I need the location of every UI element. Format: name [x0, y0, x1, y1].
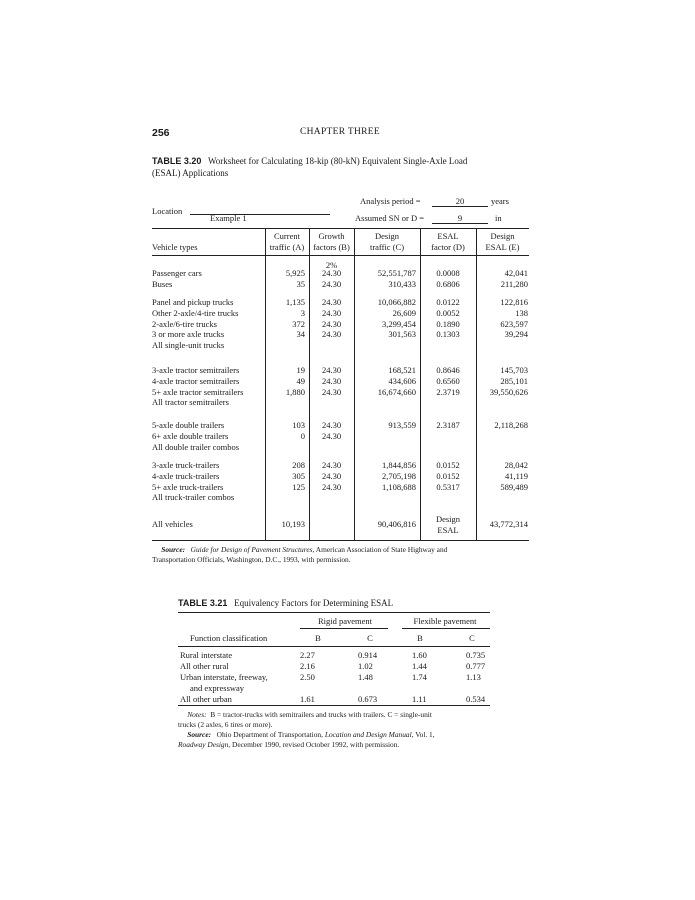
sn-value: 9: [432, 213, 488, 224]
cell-esal: 39,294: [504, 329, 528, 340]
cell-factor: 0.0008: [436, 268, 460, 278]
col-header-design-traffic: Design traffic (C): [369, 231, 405, 252]
cell-growth: 24.30: [321, 470, 342, 481]
table-label: TABLE 3.20: [152, 156, 202, 166]
cell-current: 49: [296, 375, 305, 386]
cell-type: All single-unit trucks: [152, 340, 225, 351]
cell-factor: 0.1303: [436, 329, 460, 340]
page-number: 256: [152, 127, 170, 139]
flexible-rule: [402, 628, 490, 629]
cell-factor: 0.6806: [436, 278, 460, 289]
function-name: Rural interstate: [180, 650, 233, 660]
factor-rc: 0.673: [358, 694, 378, 704]
factor-fb: 1.44: [412, 661, 427, 671]
cell-growth: 24.30: [321, 430, 342, 441]
cell-esal: 42,041: [504, 268, 528, 278]
cell-current: 34: [296, 329, 305, 340]
cell-type: 6+ axle double trailers: [152, 430, 229, 441]
location-label: Location: [152, 206, 183, 216]
factor-rb: 2.27: [300, 650, 315, 660]
factor-rb: 1.61: [300, 694, 315, 704]
cell-growth: 24.30: [321, 420, 342, 430]
cell-current: 35: [296, 278, 305, 289]
cell-type: All truck-trailer combos: [152, 492, 235, 503]
cell-type: Other 2-axle/4-tire trucks: [152, 307, 239, 318]
cell-growth: 24.30: [321, 375, 342, 386]
rigid-rule: [300, 628, 388, 629]
cell-current: 305: [292, 470, 305, 481]
cell-type: All double trailer combos: [152, 441, 240, 452]
cell-esal: 211,280: [500, 278, 528, 289]
table-3-20-source: Source: Guide for Design of Pavement Structures, American Association of State Highway and Transportation Officials, Washington, D.C., 1993, with permission.: [152, 545, 448, 564]
cell-current: 3: [300, 307, 305, 318]
analysis-period-value: 20: [432, 196, 488, 207]
cell-current: 1,135: [285, 297, 305, 307]
chapter-heading: CHAPTER THREE: [300, 127, 380, 137]
cell-type: 3 or more axle trucks: [152, 329, 225, 340]
cell-esal: 2,118,268: [494, 420, 528, 430]
col-header-design-esal: Design ESAL (E): [485, 231, 520, 252]
col-header-growth: Growth factors (B): [313, 231, 350, 252]
function-name-cont: and expressway: [190, 683, 245, 693]
cell-design: 2,705,198: [382, 470, 416, 481]
cell-growth: 24.30: [321, 318, 342, 329]
cell-current: 208: [292, 460, 305, 470]
cell-growth: 24.30: [321, 297, 342, 307]
analysis-period-label: Analysis period =: [360, 196, 421, 206]
col-header-function: Function classification: [190, 633, 268, 643]
cell-type: Passenger cars: [152, 268, 202, 278]
factor-fc: 0.735: [466, 650, 486, 660]
cell-design: 168,521: [388, 365, 416, 375]
table-3-21-caption: [178, 597, 518, 609]
cell-type: 4-axle truck-trailers: [152, 470, 220, 481]
cell-design: 52,551,787: [377, 268, 416, 278]
cell-factor: 0.0052: [436, 307, 460, 318]
factor-fc: 0.534: [466, 694, 486, 704]
cell-current: 372: [292, 318, 305, 329]
factor-fb: 1.74: [412, 672, 427, 682]
total-esal: 43,772,314: [489, 519, 528, 529]
function-name: All other urban: [180, 694, 232, 704]
cell-design: 434,606: [388, 375, 416, 386]
cell-esal: 39,550,626: [489, 386, 528, 397]
rigid-pavement-header: Rigid pavement: [317, 616, 373, 626]
cell-growth: 24.30: [321, 386, 342, 397]
cell-growth: 24.30: [321, 460, 342, 470]
factor-fb: 1.60: [412, 650, 427, 660]
cell-current: 19: [296, 365, 305, 375]
col-header-esal-factor: ESAL factor (D): [431, 231, 465, 252]
cell-factor: 0.8646: [436, 365, 460, 375]
col-header-rigid-c: C: [367, 633, 373, 643]
total-current: 10,193: [281, 519, 305, 529]
table-3-21-header-rule: [178, 646, 490, 647]
cell-design: 1,844,856: [382, 460, 416, 470]
factor-rb: 2.50: [300, 672, 315, 682]
table-title: Worksheet for Calculating 18-kip (80-kN) Equivalent Single-Axle Load: [207, 156, 468, 166]
cell-current: 5,925: [285, 268, 305, 278]
table-title-line2: (ESAL) Applications: [152, 168, 229, 178]
cell-current: 125: [292, 481, 305, 492]
cell-current: 0: [300, 430, 305, 441]
cell-current: 103: [292, 420, 305, 430]
col-header-current: Current traffic (A): [269, 231, 305, 252]
table-3-21-bottom-rule: [178, 705, 490, 706]
total-factor-label: Design ESAL: [435, 514, 461, 535]
factor-rc: 1.02: [358, 661, 373, 671]
cell-factor: 0.0122: [436, 297, 460, 307]
header-bottom-rule: [152, 255, 529, 256]
cell-type: All tractor semitrailers: [152, 397, 229, 408]
cell-type: 3-axle tractor semitrailers: [152, 365, 240, 375]
factor-rc: 1.48: [358, 672, 373, 682]
cell-factor: 0.0152: [436, 460, 460, 470]
cell-type: Buses: [152, 278, 173, 289]
cell-type: 5+ axle tractor semitrailers: [152, 386, 244, 397]
cell-esal: 285,101: [500, 375, 528, 386]
table-3-20-caption: [152, 155, 532, 179]
cell-design: 913,559: [388, 420, 416, 430]
cell-design: 16,674,660: [377, 386, 416, 397]
table-3-21-notes: Notes: B = tractor-trucks with semitrailers and trucks with trailers. C = single-unit trucks (2 axles, 6 tires or more). Source: Ohio Department of Transportation, Location and Design Manual, Vol. 1, Roadway Design, December 1990, revised October 1992, with permission.: [178, 710, 435, 749]
col-header-rigid-b: B: [315, 633, 321, 643]
cell-design: 301,563: [388, 329, 416, 340]
function-name: All other rural: [180, 661, 229, 671]
cell-growth: 24.30: [321, 365, 342, 375]
table-top-rule: [152, 228, 529, 229]
cell-type: Panel and pickup trucks: [152, 297, 234, 307]
cell-design: 1,108,688: [382, 481, 416, 492]
factor-fb: 1.11: [412, 694, 427, 704]
cell-factor: 0.6560: [436, 375, 460, 386]
cell-type: 2-axle/6-tire trucks: [152, 318, 217, 329]
col-header-vehicle: Vehicle types: [152, 242, 198, 252]
cell-esal: 138: [515, 307, 528, 318]
sn-label: Assumed SN or D =: [355, 213, 425, 223]
cell-factor: 2.3187: [436, 420, 460, 430]
cell-esal: 623,597: [500, 318, 528, 329]
factor-fc: 0.777: [466, 661, 486, 671]
total-type: All vehicles: [152, 519, 193, 529]
cell-esal: 28,042: [504, 460, 528, 470]
cell-esal: 41,119: [504, 470, 528, 481]
table-bottom-rule: [152, 540, 529, 541]
location-value: Example 1: [210, 213, 247, 223]
cell-esal: 122,816: [500, 297, 528, 307]
cell-factor: 0.1890: [436, 318, 460, 329]
cell-type: 4-axle tractor semitrailers: [152, 375, 240, 386]
cell-design: 3,299,454: [382, 318, 416, 329]
factor-fc: 1.13: [466, 672, 481, 682]
cell-current: 1,880: [285, 386, 305, 397]
analysis-period-unit: years: [491, 196, 509, 206]
cell-growth: 24.30: [321, 481, 342, 492]
col-header-flex-b: B: [417, 633, 423, 643]
factor-rb: 2.16: [300, 661, 315, 671]
cell-type: 5-axle double trailers: [152, 420, 225, 430]
cell-factor: 0.0152: [436, 470, 460, 481]
total-design: 90,406,816: [377, 519, 416, 529]
factor-rc: 0.914: [358, 650, 378, 660]
flexible-pavement-header: Flexible pavement: [413, 616, 477, 626]
col-header-flex-c: C: [469, 633, 475, 643]
growth-rate: 2%: [325, 260, 338, 270]
sn-unit: in: [495, 213, 502, 223]
cell-esal: 589,489: [500, 481, 528, 492]
cell-factor: 2.3719: [436, 386, 460, 397]
cell-growth: 24.30: [321, 307, 342, 318]
table-3-21-top-rule: [178, 612, 490, 613]
cell-growth: 24.30: [321, 278, 342, 289]
cell-design: 26,609: [392, 307, 416, 318]
function-name: Urban interstate, freeway,: [180, 672, 268, 682]
cell-growth: 24.30: [321, 329, 342, 340]
cell-esal: 145,703: [500, 365, 528, 375]
cell-factor: 0.5317: [436, 481, 460, 492]
table-label: TABLE 3.21: [178, 598, 228, 608]
cell-type: 5+ axle truck-trailers: [152, 481, 224, 492]
cell-design: 310,433: [388, 278, 416, 289]
cell-type: 3-axle truck-trailers: [152, 460, 220, 470]
cell-growth: 24.30: [321, 268, 342, 278]
cell-design: 10,066,882: [377, 297, 416, 307]
table-title: Equivalency Factors for Determining ESAL: [234, 598, 394, 608]
